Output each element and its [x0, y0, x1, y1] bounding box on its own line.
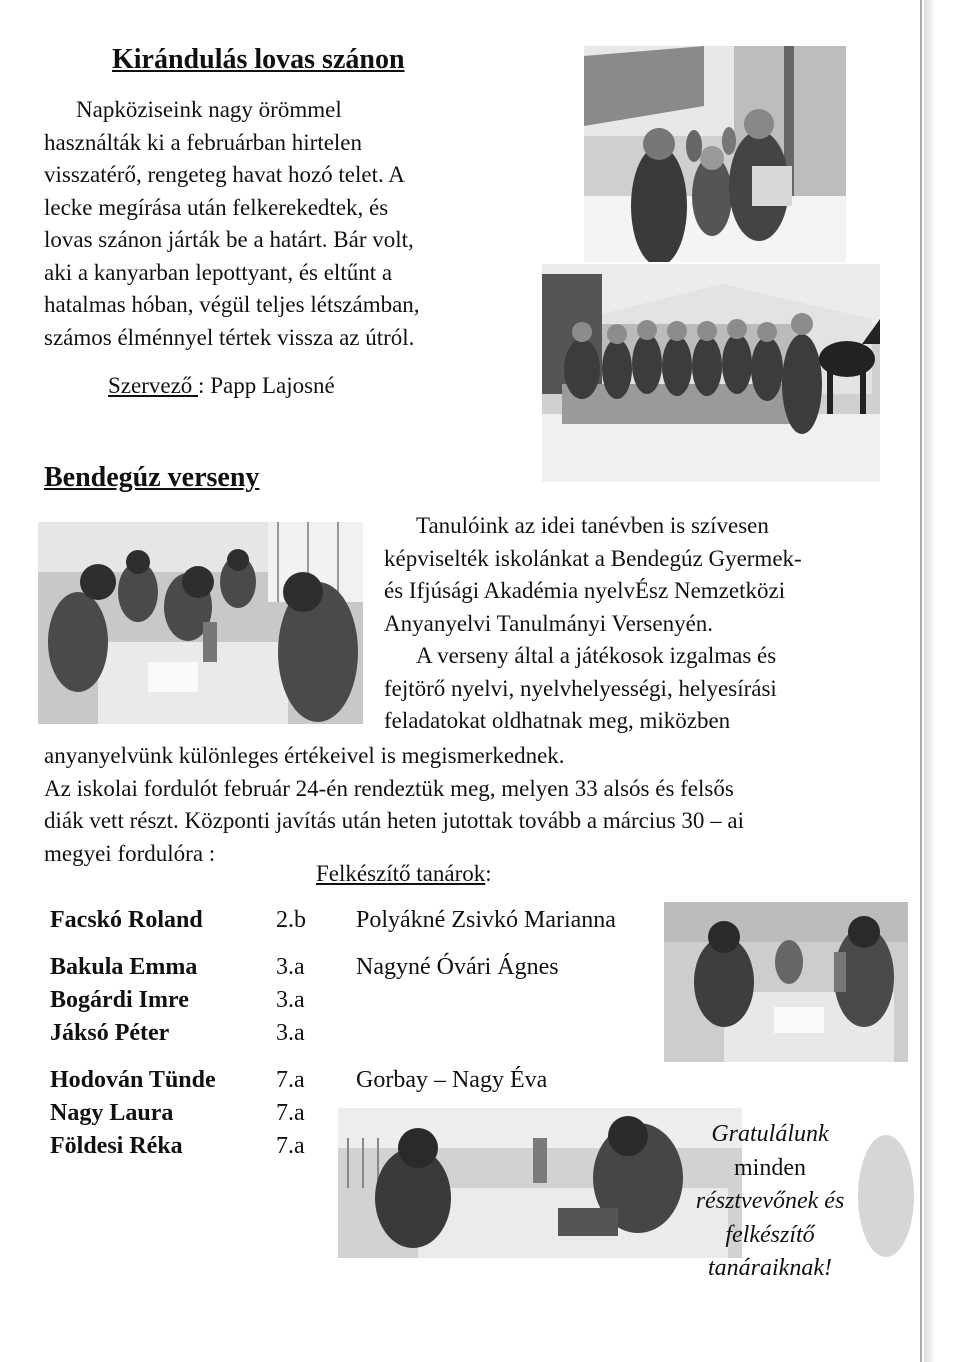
text-line: lecke megírása után felkerekedtek, és [44, 194, 389, 220]
student-name: Bakula Emma [50, 954, 198, 980]
student-class: 7.a [276, 1133, 305, 1159]
text-line: tanáraiknak! [708, 1255, 832, 1281]
teachers-heading [316, 861, 492, 887]
student-class: 7.a [276, 1067, 305, 1093]
text-line: használták ki a februárban hirtelen [44, 129, 363, 155]
text-line: és Ifjúsági Akadémia nyelvÉsz Nemzetközi [384, 578, 786, 603]
text-line: lovas szánon járták be a határt. Bár volt, [44, 227, 414, 252]
organizer-separator: : [198, 373, 211, 398]
photo-kids-horse [542, 264, 880, 482]
student-name: Földesi Réka [50, 1133, 183, 1159]
text-line: minden [734, 1154, 806, 1181]
student-class: 3.a [276, 954, 305, 980]
student-teacher: Polyákné Zsivkó Marianna [356, 907, 616, 933]
text-line: Tanulóink az idei tanévben is szívesen [416, 513, 769, 538]
text-line: aki a kanyarban lepottyant, és eltűnt a [44, 259, 393, 285]
text-line: hatalmas hóban, végül teljes létszámban, [44, 292, 420, 317]
text-line: fejtörő nyelvi, nyelvhelyességi, helyesírási [384, 675, 777, 701]
bendeguz-full-paragraph [44, 740, 904, 870]
text-line: feladatokat oldhatnak meg, miközben [384, 708, 731, 733]
student-teacher: Nagyné Óvári Ágnes [356, 954, 559, 980]
text-line: résztvevőnek és [695, 1188, 845, 1214]
section-title-sleigh: Kirándulás lovas szánon [112, 44, 405, 75]
student-name: Nagy Laura [50, 1100, 174, 1126]
text-line: Napköziseink nagy örömmel [76, 97, 342, 122]
organizer-name: Papp Lajosné [210, 373, 335, 398]
text-line: anyanyelvünk különleges értékeivel is megismerkednek. [44, 743, 565, 768]
text-line: diák vett részt. Központi javítás után heten jutottak tovább a március 30 – ai [44, 808, 745, 833]
text-line: képviselték iskolánkat a Bendegúz Gyermek- [384, 545, 802, 571]
student-name: Bogárdi Imre [50, 987, 189, 1013]
page-border [920, 0, 922, 1362]
student-name: Facskó Roland [50, 907, 203, 933]
photo-students-tables [38, 522, 363, 724]
teachers-colon: : [485, 861, 492, 886]
text-line: Gratulálunk [711, 1121, 829, 1147]
photo-girls-studying [664, 902, 908, 1062]
text-line: A verseny által a játékosok izgalmas és [416, 643, 777, 668]
organizer-label: Szervező [108, 373, 199, 398]
congratulations-text [675, 1118, 865, 1286]
section-title-bendeguz: Bendegúz verseny [44, 462, 260, 493]
photo-kids-building [584, 46, 846, 262]
bendeguz-side-paragraph [384, 510, 904, 738]
page-shadow [924, 0, 936, 1362]
decorative-oval [858, 1135, 914, 1257]
text-line: megyei fordulóra : [44, 840, 216, 866]
text-line: visszatérő, rengeteg havat hozó telet. A [44, 162, 405, 187]
student-name: Hodován Tünde [50, 1067, 216, 1093]
student-class: 2.b [276, 907, 306, 933]
student-name: Jáksó Péter [50, 1020, 170, 1046]
organizer-line [108, 373, 335, 399]
text-line: felkészítő [725, 1221, 815, 1248]
student-teacher: Gorbay – Nagy Éva [356, 1067, 548, 1093]
text-line: számos élménnyel tértek vissza az útról. [44, 324, 415, 350]
text-line: Az iskolai fordulót február 24-én rendeztük meg, melyen 33 alsós és felsős [44, 775, 734, 801]
sleigh-paragraph [44, 94, 514, 354]
student-class: 3.a [276, 987, 305, 1013]
student-class: 7.a [276, 1100, 305, 1126]
text-line: Anyanyelvi Tanulmányi Versenyén. [384, 610, 714, 636]
teachers-label: Felkészítő tanárok [316, 861, 486, 886]
student-class: 3.a [276, 1020, 305, 1046]
